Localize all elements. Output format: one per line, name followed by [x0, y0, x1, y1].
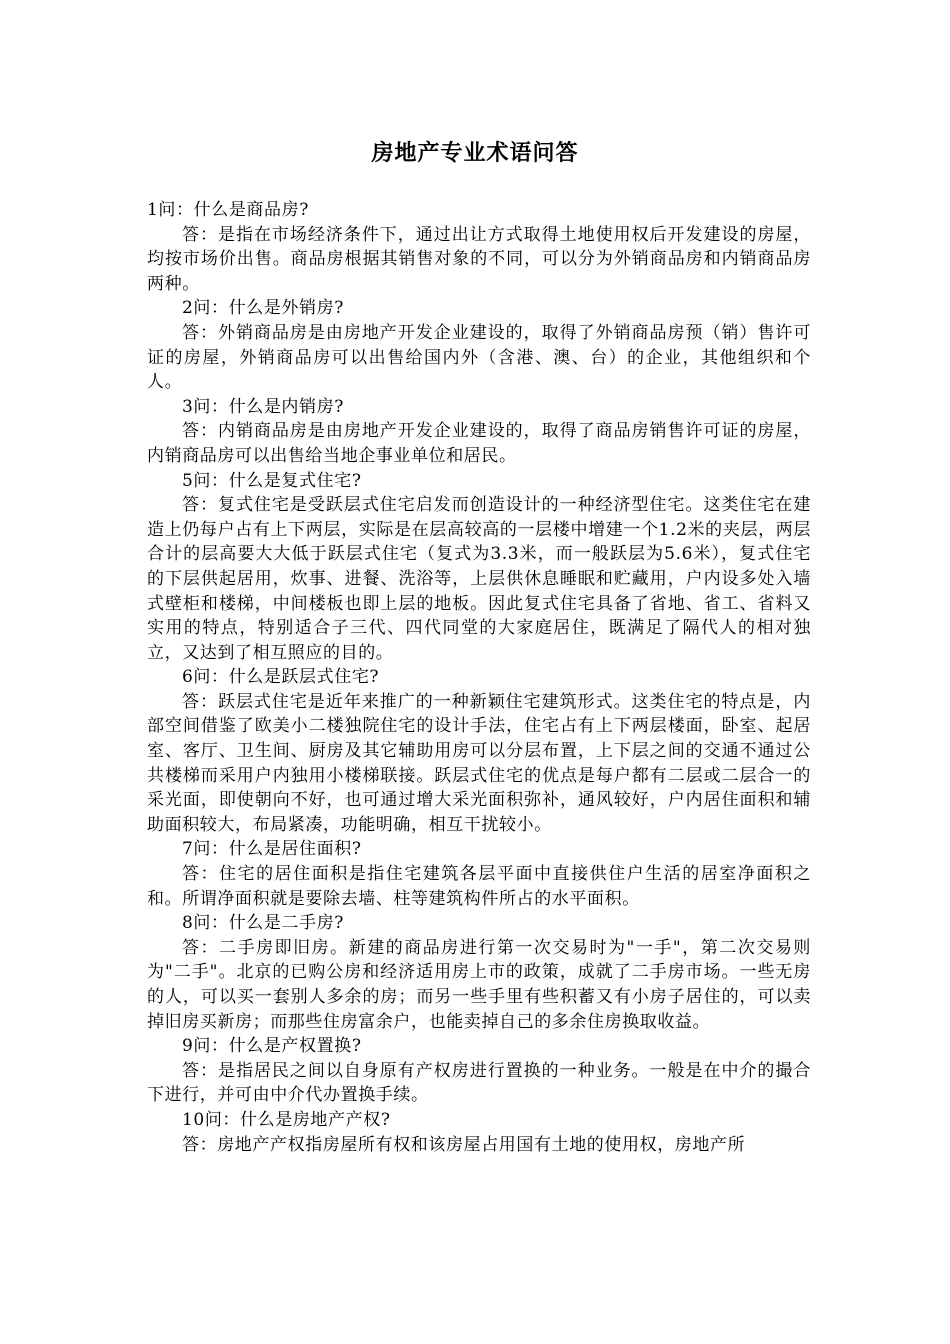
paragraph: 答：外销商品房是由房地产开发企业建设的，取得了外销商品房预（销）售许可证的房屋，外销商品房可以出售给国内外（含港、澳、台）的企业，其他组织和个人。: [147, 322, 811, 393]
paragraph: 答：房地产产权指房屋所有权和该房屋占用国有土地的使用权，房地产所: [182, 1134, 746, 1155]
paragraph: 7问：什么是居住面积?: [182, 839, 362, 860]
paragraph: 1问：什么是商品房?: [147, 200, 309, 220]
paragraph: 答：二手房即旧房。新建的商品房进行第一次交易时为"一手"，第二次交易则为"二手"。北京的已购公房和经济适用房上市的政策，成就了二手房市场。一些无房的人，可以买一套别人多余的房；而另一些手里有些积蓄又有小房子居住的，可以卖掉旧房买新房；而那些住房富余户，也能卖掉自己的多余住房换取收益。: [147, 937, 811, 1032]
document-body: [147, 198, 811, 1157]
paragraph: 答：跃层式住宅是近年来推广的一种新颖住宅建筑形式。这类住宅的特点是，内部空间借鉴了欧美小二楼独院住宅的设计手法，住宅占有上下两层楼面，卧室、起居室、客厅、卫生间、厨房及其它辅助用房可以分层布置，上下层之间的交通不通过公共楼梯而采用户内独用小楼梯联接。跃层式住宅的优点是每户都有二层或二层合一的采光面，即使朝向不好，也可通过增大采光面积弥补，通风较好，户内居住面积和辅助面积较大，布局紧凑，功能明确，相互干扰较小。: [147, 691, 811, 835]
paragraph: 答：是指在市场经济条件下，通过出让方式取得土地使用权后开发建设的房屋，均按市场价出售。商品房根据其销售对象的不同，可以分为外销商品房和内销商品房两种。: [147, 224, 811, 294]
paragraph: 6问：什么是跃层式住宅?: [182, 667, 380, 688]
paragraph: 2问：什么是外销房?: [182, 298, 344, 319]
paragraph: 答：内销商品房是由房地产开发企业建设的，取得了商品房销售许可证的房屋，内销商品房可以出售给当地企事业单位和居民。: [147, 421, 811, 466]
paragraph: 答：复式住宅是受跃层式住宅启发而创造设计的一种经济型住宅。这类住宅在建造上仍每户占有上下两层，实际是在层高较高的一层楼中增建一个1.2米的夹层，两层合计的层高要大大低于跃层式住宅（复式为3.3米，而一般跃层为5.6米），复式住宅的下层供起居用，炊事、进餐、洗浴等，上层供休息睡眠和贮藏用，户内设多处入墙式壁柜和楼梯，中间楼板也即上层的地板。因此复式住宅具备了省地、省工、省料又实用的特点，特别适合子三代、四代同堂的大家庭居住，既满足了隔代人的相对独立，又达到了相互照应的目的。: [147, 495, 811, 663]
paragraph: 3问：什么是内销房?: [182, 396, 344, 417]
paragraph: 答：住宅的居住面积是指住宅建筑各层平面中直接供住户生活的居室净面积之和。所谓净面积就是要除去墙、柱等建筑构件所占的水平面积。: [147, 864, 811, 909]
paragraph: 8问：什么是二手房?: [182, 913, 344, 934]
document-title: 房地产专业术语问答: [371, 141, 579, 166]
paragraph: 答：是指居民之间以自身原有产权房进行置换的一种业务。一般是在中介的撮合下进行，并可由中介代办置换手续。: [147, 1060, 811, 1106]
paragraph: 9问：什么是产权置换?: [182, 1036, 362, 1057]
paragraph: 10问：什么是房地产产权?: [182, 1109, 391, 1130]
paragraph: 5问：什么是复式住宅?: [182, 470, 362, 491]
